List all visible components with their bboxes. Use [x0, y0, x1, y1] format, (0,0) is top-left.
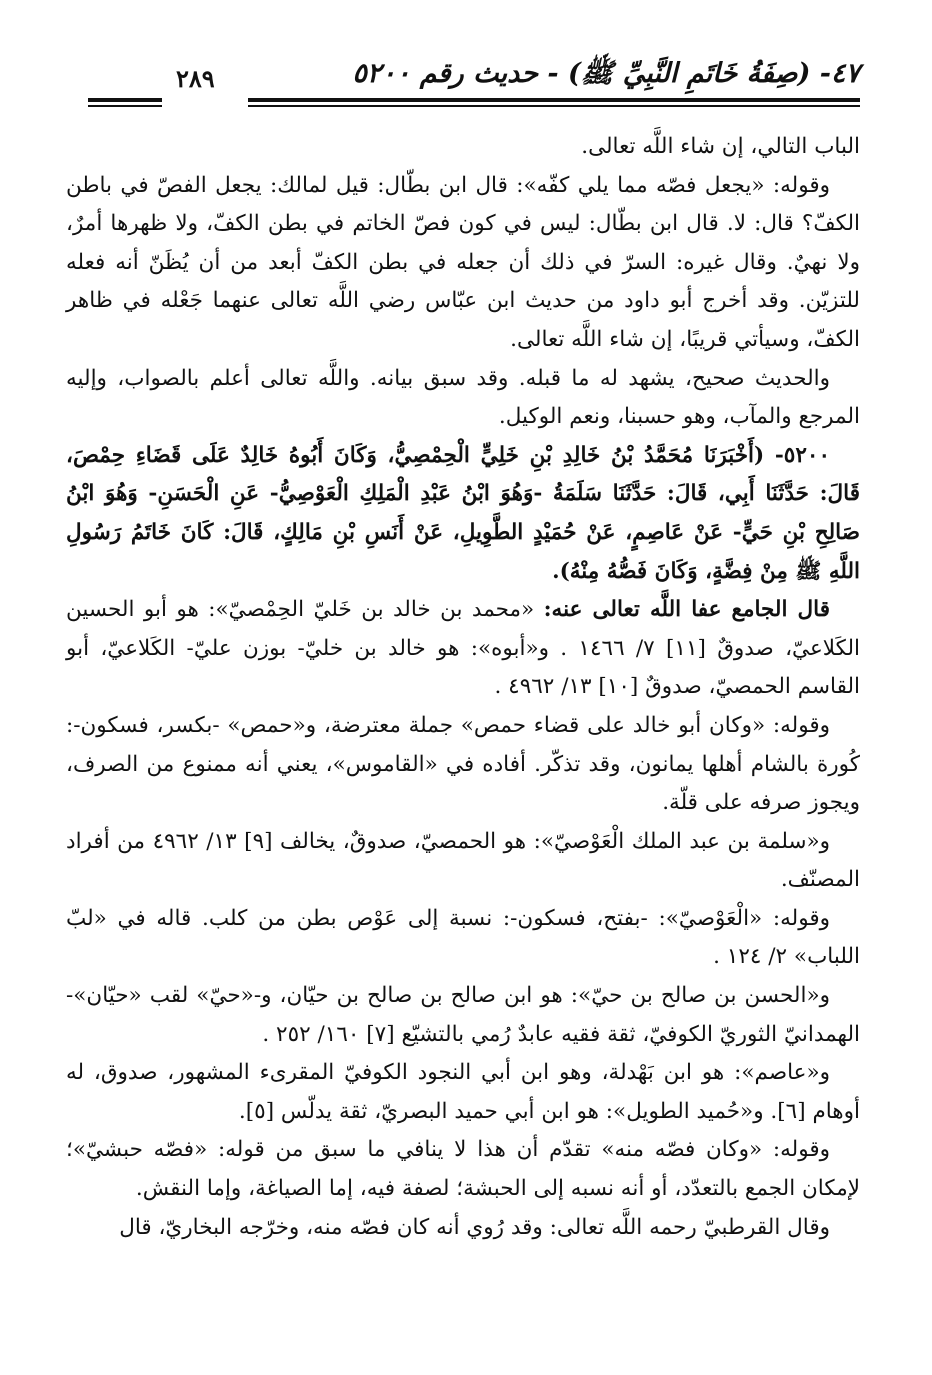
paragraph: و«الحسن بن صالح بن حيّ»: هو ابن صالح بن صالح بن حيّان، و-«حيّ» لقب «حيّان»- الهمدانيّ الثوريّ الكوفيّ، ثقة فقيه عابدٌ رُمي بالتشيّع [٧] ١٦٠/ ٢٥٢ .: [66, 983, 860, 1047]
paragraph: و«عاصم»: هو ابن بَهْدلة، وهو ابن أبي النجود الكوفيّ المقرىء المشهور، صدوق، له أوهام [٦]. و«حُميد الطويل»: هو ابن أبي حميد البصريّ، ثقة يدلّس [٥].: [66, 1060, 860, 1124]
page-number-gap: [162, 96, 248, 108]
paragraph: [66, 591, 860, 707]
compiler-lead: قال الجامع عفا اللَّه تعالى عنه:: [543, 597, 830, 623]
paragraph: وقال القرطبيّ رحمه اللَّه تعالى: وقد رُوي أنه كان فصّه منه، وخرّجه البخاريّ، قال: [119, 1214, 830, 1240]
page-number: ٢٨٩: [176, 64, 215, 93]
hadith-text: ٥٢٠٠- (أَخْبَرَنَا مُحَمَّدُ بْنُ خَالِدِ بْنِ خَلِيٍّ الْحِمْصِيُّ، وَكَانَ أَبُوهُ خَالِدٌ عَلَى قَضَاءِ حِمْصَ، قَالَ: حَدَّثَنَا أَبِي، قَالَ: حَدَّثَنَا سَلَمَةُ -وَهُوَ ابْنُ عَبْدِ الْمَلِكِ الْعَوْصِيُّ- عَنِ الْحَسَنِ- وَهُوَ ابْنُ صَالِحِ بْنِ حَيٍّ- عَنْ عَاصِمٍ، عَنْ حُمَيْدٍ الطَّوِيلِ، عَنْ أَنَسِ بْنِ مَالِكٍ، قَالَ: كَانَ خَاتَمُ رَسُولِ اللَّهِ ﷺ مِنْ فِضَّةٍ، وَكَانَ فَصُّهُ مِنْهُ).: [66, 442, 860, 584]
paragraph: و«سلمة بن عبد الملك الْعَوْصيّ»: هو الحمصيّ، صدوقٌ، يخالف [٩] ١٣/ ٤٩٦٢ من أفراد المصنّف.: [66, 828, 860, 893]
body-text: [66, 128, 860, 1247]
paragraph: وقوله: «وكان أبو خالد على قضاء حمص» جملة معترضة، و«حمص» -بكسر، فسكون-: كُورة بالشام أهلها يمانون، وقد تذكّر. أفاده في «القاموس»، يعني أنه ممنوع من الصرف، ويجوز صرفه على قلّة.: [66, 712, 860, 816]
paragraph-text: «محمد بن خالد بن خَليّ الحِمْصيّ»: هو أبو الحسين الكَلاعيّ، صدوقٌ [١١] ٧/ ١٤٦٦ . و«أبوه»: هو خالد بن خليّ- بوزن عليّ- الكَلاعيّ، أبو القاسم الحمصيّ، صدوقٌ [١٠] ١٣/ ٤٩٦٢ .: [66, 597, 860, 700]
paragraph: الباب التالي، إن شاء اللَّه تعالى.: [581, 134, 860, 159]
running-title: ٤٧- (صِفَةُ خَاتَمِ النَّبِيِّ ﷺ) - حديث رقم ٥٢٠٠: [352, 58, 860, 89]
paragraph: وقوله: «وكان فصّه منه» تقدّم أن هذا لا ينافي ما سبق من قوله: «فصّه حبشيّ»؛ لإمكان الجمع بالتعدّد، أو أنه نسبه إلى الحبشة؛ لصفة فيه، إما الصياغة، وإما النقش.: [66, 1137, 860, 1202]
paragraph: والحديث صحيح، يشهد له ما قبله. وقد سبق بيانه. واللَّه تعالى أعلم بالصواب، وإليه المرجع والمآب، وهو حسبنا، ونعم الوكيل.: [66, 365, 860, 430]
paragraph: وقوله: «الْعَوْصيّ»: -بفتح، فسكون-: نسبة إلى عَوْص بطن من كلب. قاله في «لبّ اللباب» ٢/ ١٢٤ .: [66, 905, 860, 970]
paragraph: وقوله: «يجعل فصّه مما يلي كفّه»: قال ابن بطّال: قيل لمالك: يجعل الفصّ في باطن الكفّ؟ قال: لا. قال ابن بطّال: ليس في كون فصّ الخاتم في بطن الكفّ، ولا ظهرها أمرٌ، ولا نهيٌ. وقال غيره: السرّ في ذلك أن جعله في بطن الكفّ أبعد من أن يُظَنّ أنه فعله للتزيّن. وقد أخرج أبو داود من حديث ابن عبّاس رضي اللَّه تعالى عنهما جَعْله في ظاهر الكفّ، وسيأتي قريبًا، إن شاء اللَّه تعالى.: [66, 172, 860, 352]
page-header: [88, 56, 860, 108]
